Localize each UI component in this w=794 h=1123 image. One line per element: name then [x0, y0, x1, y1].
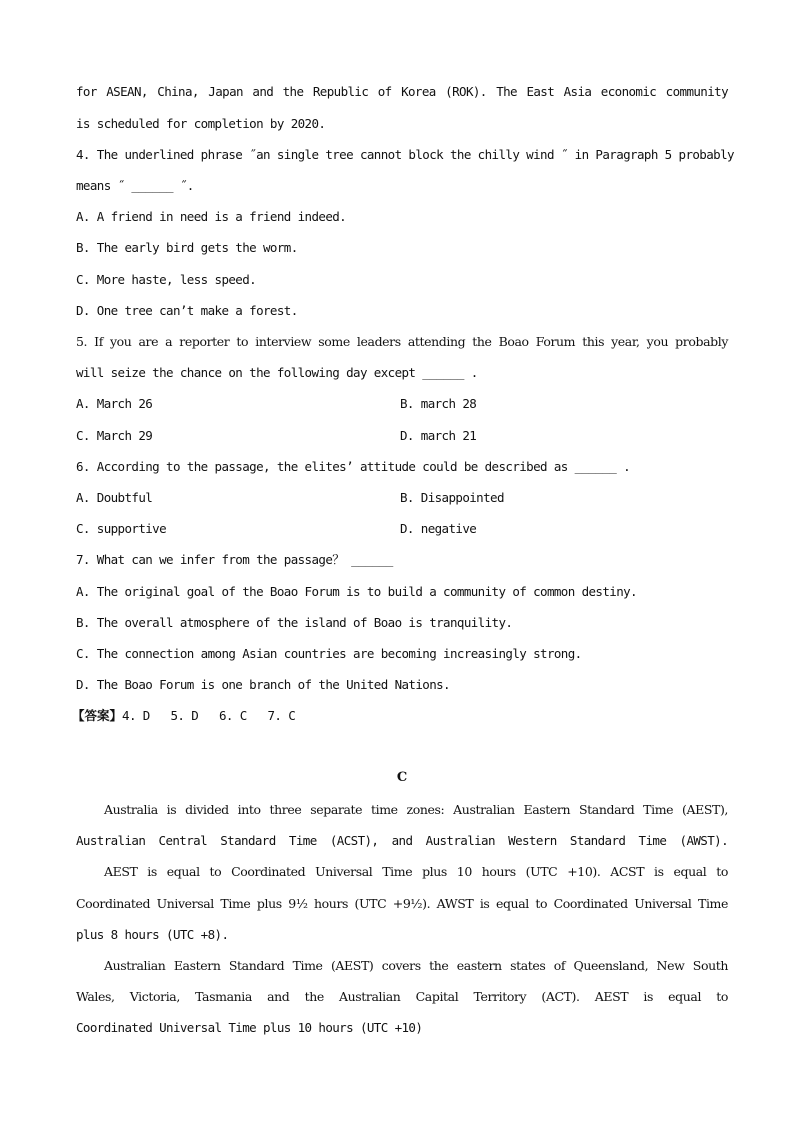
question-5-stem: will seize the chance on the following day except ______ .: [76, 365, 478, 380]
passage-line: for ASEAN, China, Japan and the Republic of Korea (ROK). The East Asia economic community: [76, 84, 728, 99]
section-line: AEST is equal to Coordinated Universal Time plus 10 hours (UTC +10). ACST is equal to: [104, 864, 728, 879]
question-5-option-d: D. march 21: [400, 428, 477, 443]
question-5-options-row: [76, 428, 728, 444]
question-5-stem: 5. If you are a reporter to interview some leaders attending the Boao Forum this year, you probably: [76, 334, 728, 349]
question-4-option-b: B. The early bird gets the worm.: [76, 240, 298, 255]
answer-key: [72, 708, 724, 724]
section-line: Australian Eastern Standard Time (AEST) covers the eastern states of Queensland, New South: [104, 958, 728, 973]
question-6-options-row: [76, 521, 728, 537]
section-line: plus 8 hours (UTC +8).: [76, 927, 229, 942]
answer-tag: 【答案】: [72, 708, 123, 723]
question-7-option-a: A. The original goal of the Boao Forum is to build a community of common destiny.: [76, 584, 637, 599]
section-line: Australian Central Standard Time (ACST), and Australian Western Standard Time (AWST).: [76, 833, 728, 848]
question-4-option-a: A. A friend in need is a friend indeed.: [76, 209, 347, 224]
question-6-option-a: A. Doubtful: [76, 490, 153, 505]
question-6-options-row: [76, 490, 728, 506]
answer-text: 4. D 5. D 6. C 7. C: [122, 708, 296, 723]
question-4-stem: 4. The underlined phrase ˝an single tree cannot block the chilly wind ˝ in Paragraph 5 probably: [76, 147, 734, 162]
section-line: Coordinated Universal Time plus 10 hours (UTC +10): [76, 1020, 423, 1035]
question-6-option-d: D. negative: [400, 521, 477, 536]
section-heading: C: [396, 770, 408, 785]
section-line: Wales, Victoria, Tasmania and the Australian Capital Territory (ACT). AEST is equal to: [76, 989, 728, 1004]
question-6-option-c: C. supportive: [76, 521, 167, 536]
question-5-option-a: A. March 26: [76, 396, 153, 411]
question-7-stem: 7. What can we infer from the passage？ ______: [76, 552, 393, 567]
section-line: Coordinated Universal Time plus 9½ hours (UTC +9½). AWST is equal to Coordinated Universal Time: [76, 896, 728, 911]
question-4-option-c: C. More haste, less speed.: [76, 272, 257, 287]
question-5-options-row: [76, 396, 728, 412]
question-7-option-b: B. The overall atmosphere of the island of Boao is tranquility.: [76, 615, 513, 630]
question-4-stem: means ˝ ______ ˝.: [76, 178, 194, 193]
question-5-option-b: B. march 28: [400, 396, 477, 411]
question-7-option-d: D. The Boao Forum is one branch of the United Nations.: [76, 677, 450, 692]
passage-line: is scheduled for completion by 2020.: [76, 116, 326, 131]
section-line: Australia is divided into three separate time zones: Australian Eastern Standard Time (AEST),: [104, 802, 728, 817]
question-4-option-d: D. One tree can’t make a forest.: [76, 303, 298, 318]
question-6-option-b: B. Disappointed: [400, 490, 504, 505]
question-6-stem: 6. According to the passage, the elites’ attitude could be described as ______ .: [76, 459, 631, 474]
question-5-option-c: C. March 29: [76, 428, 153, 443]
question-7-option-c: C. The connection among Asian countries are becoming increasingly strong.: [76, 646, 582, 661]
